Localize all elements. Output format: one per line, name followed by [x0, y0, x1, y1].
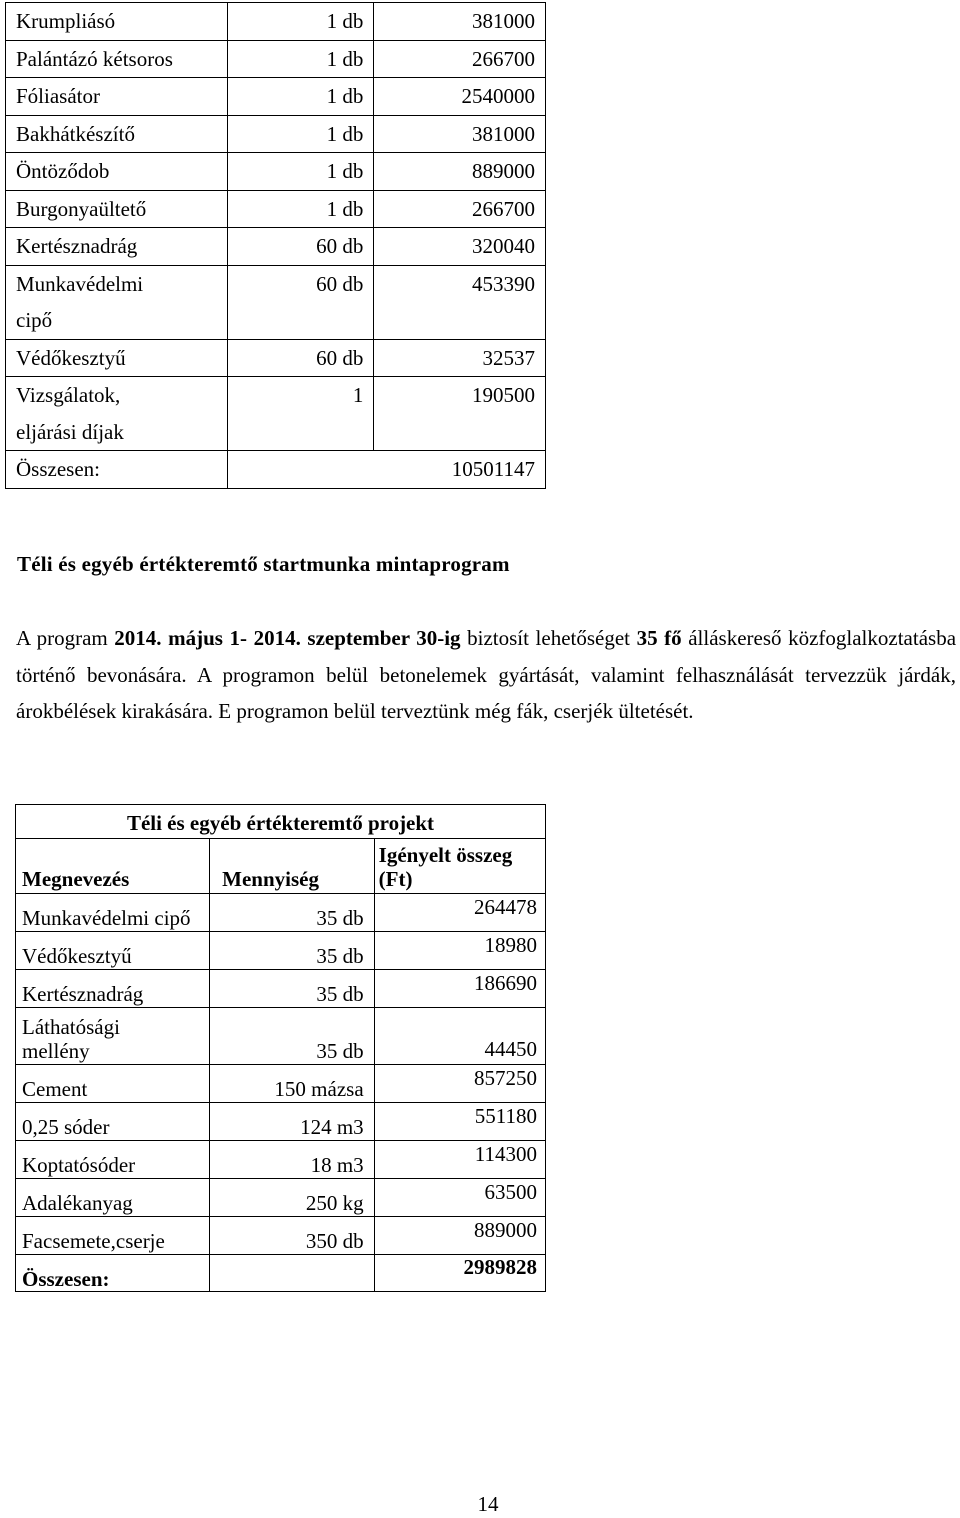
table-row	[6, 190, 546, 228]
item-quantity: 1 db	[227, 40, 374, 78]
table-row	[16, 932, 546, 970]
item-quantity: 1 db	[227, 78, 374, 116]
item-value: 266700	[374, 190, 546, 228]
item-name: Burgonyaültető	[6, 190, 228, 228]
table-row	[16, 1217, 546, 1255]
item-value: 266700	[374, 40, 546, 78]
item-amount: 264478	[374, 894, 545, 932]
total-value: 10501147	[227, 451, 545, 489]
item-name	[6, 265, 228, 339]
table-row	[6, 115, 546, 153]
item-name: Kertésznadrág	[16, 970, 210, 1008]
item-name-line: cipő	[16, 308, 53, 332]
table-row	[6, 265, 546, 339]
page-number: 14	[477, 1492, 499, 1516]
table-row	[6, 3, 546, 41]
item-quantity: 35 db	[210, 932, 375, 970]
item-name: Fóliasátor	[6, 78, 228, 116]
item-amount: 186690	[374, 970, 545, 1008]
header-quantity: Mennyiség	[210, 839, 375, 894]
table-title-row	[16, 805, 546, 839]
item-name: Facsemete,cserje	[16, 1217, 210, 1255]
para-text: A program	[16, 626, 115, 650]
table-row	[16, 1141, 546, 1179]
headcount: 35 fő	[636, 626, 682, 650]
item-name-line: Vizsgálatok,	[16, 383, 121, 407]
header-row	[16, 839, 546, 894]
item-amount: 44450	[374, 1008, 545, 1065]
item-quantity: 150 mázsa	[210, 1065, 375, 1103]
item-amount: 857250	[374, 1065, 545, 1103]
table-row	[6, 377, 546, 451]
item-name: Kertésznadrág	[6, 228, 228, 266]
item-value: 320040	[374, 228, 546, 266]
item-name-line: Munkavédelmi	[16, 271, 144, 296]
item-name: Öntöződob	[6, 153, 228, 191]
item-quantity: 60 db	[227, 228, 374, 266]
item-quantity: 1	[227, 377, 374, 451]
header-amount	[374, 839, 545, 894]
item-amount: 889000	[374, 1217, 545, 1255]
table-row	[16, 1179, 546, 1217]
item-amount: 114300	[374, 1141, 545, 1179]
item-quantity: 60 db	[227, 339, 374, 377]
item-value: 453390	[374, 265, 546, 339]
project-cost-table	[15, 804, 546, 1292]
item-name: Palántázó kétsoros	[6, 40, 228, 78]
item-quantity: 60 db	[227, 265, 374, 339]
item-name-line: Láthatósági	[22, 1015, 120, 1039]
item-quantity: 35 db	[210, 894, 375, 932]
item-quantity: 350 db	[210, 1217, 375, 1255]
header-amount-line: Igényelt összeg	[378, 843, 513, 867]
table-row	[16, 970, 546, 1008]
item-quantity: 250 kg	[210, 1179, 375, 1217]
item-name: Védőkesztyű	[6, 339, 228, 377]
total-row	[16, 1255, 546, 1292]
program-description	[16, 620, 956, 730]
equipment-cost-table	[5, 2, 546, 489]
table-row	[16, 1103, 546, 1141]
table-row	[6, 153, 546, 191]
header-name: Megnevezés	[16, 839, 210, 894]
item-quantity: 1 db	[227, 3, 374, 41]
table-row	[6, 40, 546, 78]
item-quantity: 35 db	[210, 970, 375, 1008]
total-quantity-empty	[210, 1255, 375, 1292]
item-value: 32537	[374, 339, 546, 377]
table-row	[6, 339, 546, 377]
item-name: Adalékanyag	[16, 1179, 210, 1217]
item-value: 190500	[374, 377, 546, 451]
item-name: Cement	[16, 1065, 210, 1103]
program-dates: 2014. május 1- 2014. szeptember 30-ig	[114, 626, 461, 650]
item-name: 0,25 sóder	[16, 1103, 210, 1141]
item-amount: 551180	[374, 1103, 545, 1141]
table-row	[16, 894, 546, 932]
table-row	[6, 228, 546, 266]
header-amount-line: (Ft)	[378, 867, 413, 891]
item-name: Védőkesztyű	[16, 932, 210, 970]
table-row	[16, 1008, 546, 1065]
item-quantity: 1 db	[227, 190, 374, 228]
item-name: Koptatósóder	[16, 1141, 210, 1179]
item-quantity: 1 db	[227, 115, 374, 153]
item-quantity: 1 db	[227, 153, 374, 191]
item-name-line: eljárási díjak	[16, 419, 124, 444]
item-value: 381000	[374, 3, 546, 41]
item-quantity: 124 m3	[210, 1103, 375, 1141]
item-value: 381000	[374, 115, 546, 153]
item-name	[6, 377, 228, 451]
item-name: Krumpliásó	[6, 3, 228, 41]
item-quantity: 35 db	[210, 1008, 375, 1065]
item-name: Bakhátkészítő	[6, 115, 228, 153]
total-label: Összesen:	[6, 451, 228, 489]
item-quantity: 18 m3	[210, 1141, 375, 1179]
table-row	[16, 1065, 546, 1103]
table-title: Téli és egyéb értékteremtő projekt	[16, 805, 546, 839]
para-text: biztosít lehetőséget	[460, 626, 637, 650]
table-row	[6, 78, 546, 116]
total-amount: 2989828	[374, 1255, 545, 1292]
para-text: álláskereső közfoglalkoztatásba történő bevonására. A programon belül betonelemek gyártását, valamint felhasználását tervezzük járdák, árokbélések kirakására. E programon belül terveztünk még fák, cserjék ültetését.	[16, 626, 957, 724]
item-value: 889000	[374, 153, 546, 191]
item-name-line: mellény	[22, 1039, 90, 1063]
total-label: Összesen:	[16, 1255, 210, 1292]
item-amount: 63500	[374, 1179, 545, 1217]
section-heading: Téli és egyéb értékteremtő startmunka mintaprogram	[17, 552, 510, 576]
item-name: Munkavédelmi cipő	[16, 894, 210, 932]
item-name	[16, 1008, 210, 1065]
total-row	[6, 451, 546, 489]
item-amount: 18980	[374, 932, 545, 970]
item-value: 2540000	[374, 78, 546, 116]
